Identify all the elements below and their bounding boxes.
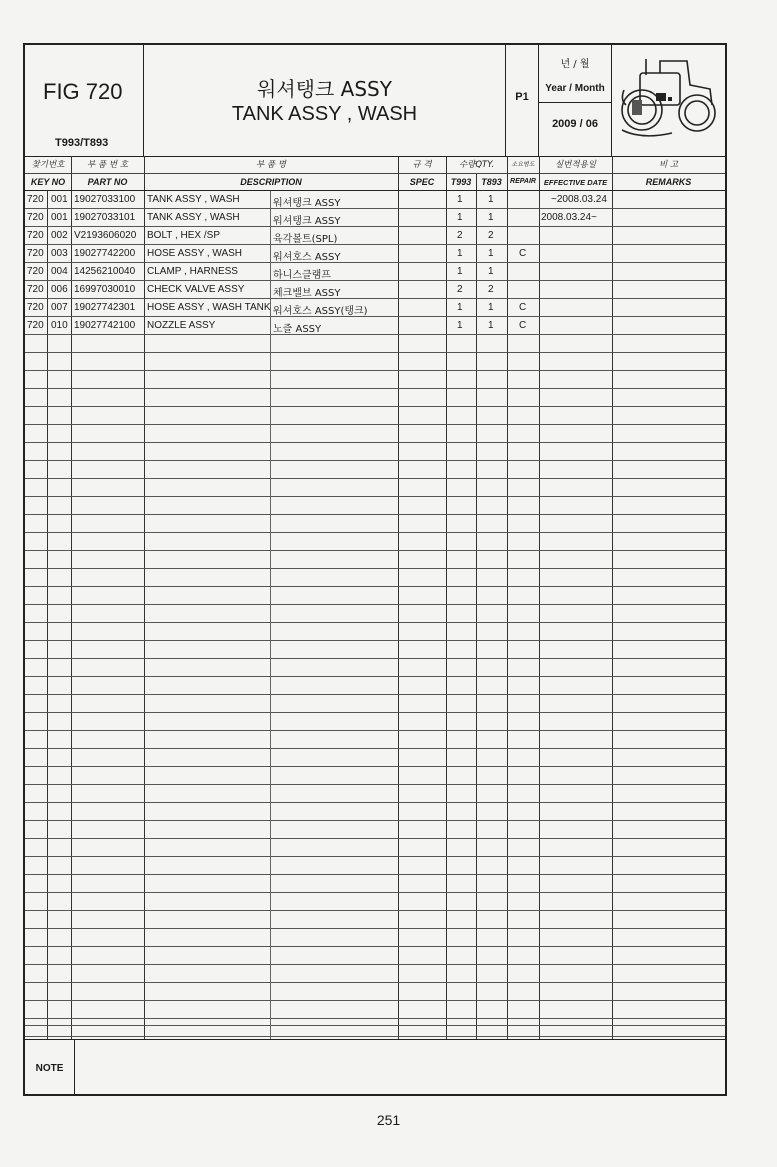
figure-cell — [25, 45, 144, 156]
row-description-en: TANK ASSY , WASH — [147, 212, 240, 223]
row-fig-number: 720 — [27, 320, 44, 331]
row-description-en: CHECK VALVE ASSY — [147, 284, 245, 295]
row-fig-number: 720 — [27, 302, 44, 313]
col-qty-ko: 수량QTY. — [458, 160, 495, 170]
row-key-number: 007 — [51, 302, 68, 313]
col-qty-t893: T893 — [481, 177, 502, 187]
row-key-number: 001 — [51, 194, 68, 205]
note-label: NOTE — [35, 1063, 64, 1074]
row-part-number: V2193606020 — [74, 230, 137, 241]
row-description-ko: 워셔탱크 ASSY — [273, 216, 341, 227]
row-qty-t993: 1 — [457, 320, 463, 331]
row-description-en: HOSE ASSY , WASH TANK — [147, 302, 271, 313]
year-month-english: Year / Month — [545, 83, 605, 94]
row-description-ko: 육각볼트(SPL) — [273, 234, 338, 245]
col-qty-t993: T993 — [450, 177, 472, 187]
row-part-number: 19027742100 — [74, 320, 136, 331]
row-fig-number: 720 — [27, 212, 44, 223]
row-qty-t993: 2 — [457, 230, 463, 241]
row-key-number: 006 — [51, 284, 68, 295]
page-number: 251 — [376, 1112, 401, 1128]
sheet-header — [25, 45, 725, 157]
row-description-ko: 체크밸브 ASSY — [273, 288, 341, 299]
col-part-ko: 부 품 번 호 — [87, 160, 128, 170]
table-row — [25, 209, 725, 227]
title-english: TANK ASSY , WASH — [231, 103, 418, 125]
row-part-number: 19027742200 — [74, 248, 136, 259]
year-month-cell — [539, 45, 612, 156]
tractor-icon — [612, 45, 724, 153]
table-row — [25, 245, 725, 263]
note-label-cell — [25, 1040, 75, 1095]
parts-table — [25, 156, 725, 1039]
row-qty-t993: 1 — [457, 212, 463, 223]
row-description-en: CLAMP , HARNESS — [147, 266, 238, 277]
row-description-ko: 하니스클램프 — [273, 270, 331, 281]
row-fig-number: 720 — [27, 248, 44, 259]
row-repair-code: C — [519, 302, 527, 313]
row-description-ko: 워셔호스 ASSY(탱크) — [273, 306, 368, 317]
row-part-number: 19027033100 — [74, 194, 136, 205]
row-qty-t993: 1 — [457, 194, 463, 205]
row-description-en: HOSE ASSY , WASH — [147, 248, 243, 259]
col-part-en: PART NO — [87, 177, 128, 187]
table-row — [25, 317, 725, 335]
row-key-number: 010 — [51, 320, 68, 331]
col-desc-en: DESCRIPTION — [240, 177, 302, 187]
col-remarks-ko: 비 고 — [658, 160, 679, 170]
model-numbers: T993/T893 — [55, 137, 109, 149]
row-key-number: 002 — [51, 230, 68, 241]
row-qty-t893: 1 — [488, 248, 494, 259]
row-qty-t993: 1 — [457, 302, 463, 313]
row-qty-t893: 1 — [488, 212, 494, 223]
row-description-en: TANK ASSY , WASH — [147, 194, 240, 205]
row-qty-t893: 1 — [488, 302, 494, 313]
row-fig-number: 720 — [27, 266, 44, 277]
row-key-number: 003 — [51, 248, 68, 259]
title-korean: 워셔탱크 ASSY — [257, 77, 392, 101]
col-spec-ko: 규 격 — [412, 160, 432, 170]
row-qty-t893: 2 — [488, 230, 494, 241]
col-repair-ko: 소요범도 — [511, 161, 535, 168]
page-cell — [506, 45, 539, 156]
col-key-en: KEY NO — [30, 177, 66, 187]
row-description-ko: 노즐 ASSY — [273, 324, 322, 335]
row-description-en: NOZZLE ASSY — [147, 320, 216, 331]
issue-date: 2009 / 06 — [552, 118, 598, 130]
row-qty-t993: 1 — [457, 248, 463, 259]
row-qty-t893: 1 — [488, 194, 494, 205]
row-qty-t893: 1 — [488, 320, 494, 331]
year-month-korean: 년 / 월 — [560, 59, 590, 70]
row-description-en: BOLT , HEX /SP — [147, 230, 220, 241]
row-key-number: 001 — [51, 212, 68, 223]
figure-number: FIG 720 — [43, 79, 123, 104]
row-part-number: 19027742301 — [74, 302, 136, 313]
row-fig-number: 720 — [27, 230, 44, 241]
row-fig-number: 720 — [27, 194, 44, 205]
table-row — [25, 281, 725, 299]
table-row — [25, 263, 725, 281]
tractor-image-cell — [612, 45, 725, 156]
table-row — [25, 191, 725, 209]
row-qty-t893: 1 — [488, 266, 494, 277]
col-key-ko: 찾기번호 — [31, 160, 65, 170]
row-part-number: 16997030010 — [74, 284, 136, 295]
row-qty-t993: 2 — [457, 284, 463, 295]
table-row — [25, 227, 725, 245]
table-row — [25, 299, 725, 317]
row-repair-code: C — [519, 248, 527, 259]
row-effective-date: 2008.03.24~ — [541, 212, 597, 223]
col-desc-ko: 부 품 명 — [255, 160, 287, 170]
title-cell — [144, 45, 506, 156]
page-code: P1 — [515, 91, 529, 103]
note-section — [25, 1039, 725, 1095]
row-repair-code: C — [519, 320, 527, 331]
col-effective-ko: 실번적용일 — [554, 160, 597, 170]
col-spec-en: SPEC — [409, 177, 435, 187]
col-effective-en: EFFECTIVE DATE — [543, 178, 608, 187]
row-part-number: 14256210040 — [74, 266, 136, 277]
row-qty-t993: 1 — [457, 266, 463, 277]
row-part-number: 19027033101 — [74, 212, 136, 223]
row-description-ko: 워셔호스 ASSY — [273, 252, 341, 263]
col-repair-en: REPAIR — [510, 178, 536, 185]
col-remarks-en: REMARKS — [645, 177, 692, 187]
row-description-ko: 워셔탱크 ASSY — [273, 198, 341, 209]
row-effective-date: ~2008.03.24 — [551, 194, 607, 205]
row-key-number: 004 — [51, 266, 68, 277]
parts-list-sheet — [23, 43, 727, 1096]
row-fig-number: 720 — [27, 284, 44, 295]
row-qty-t893: 2 — [488, 284, 494, 295]
